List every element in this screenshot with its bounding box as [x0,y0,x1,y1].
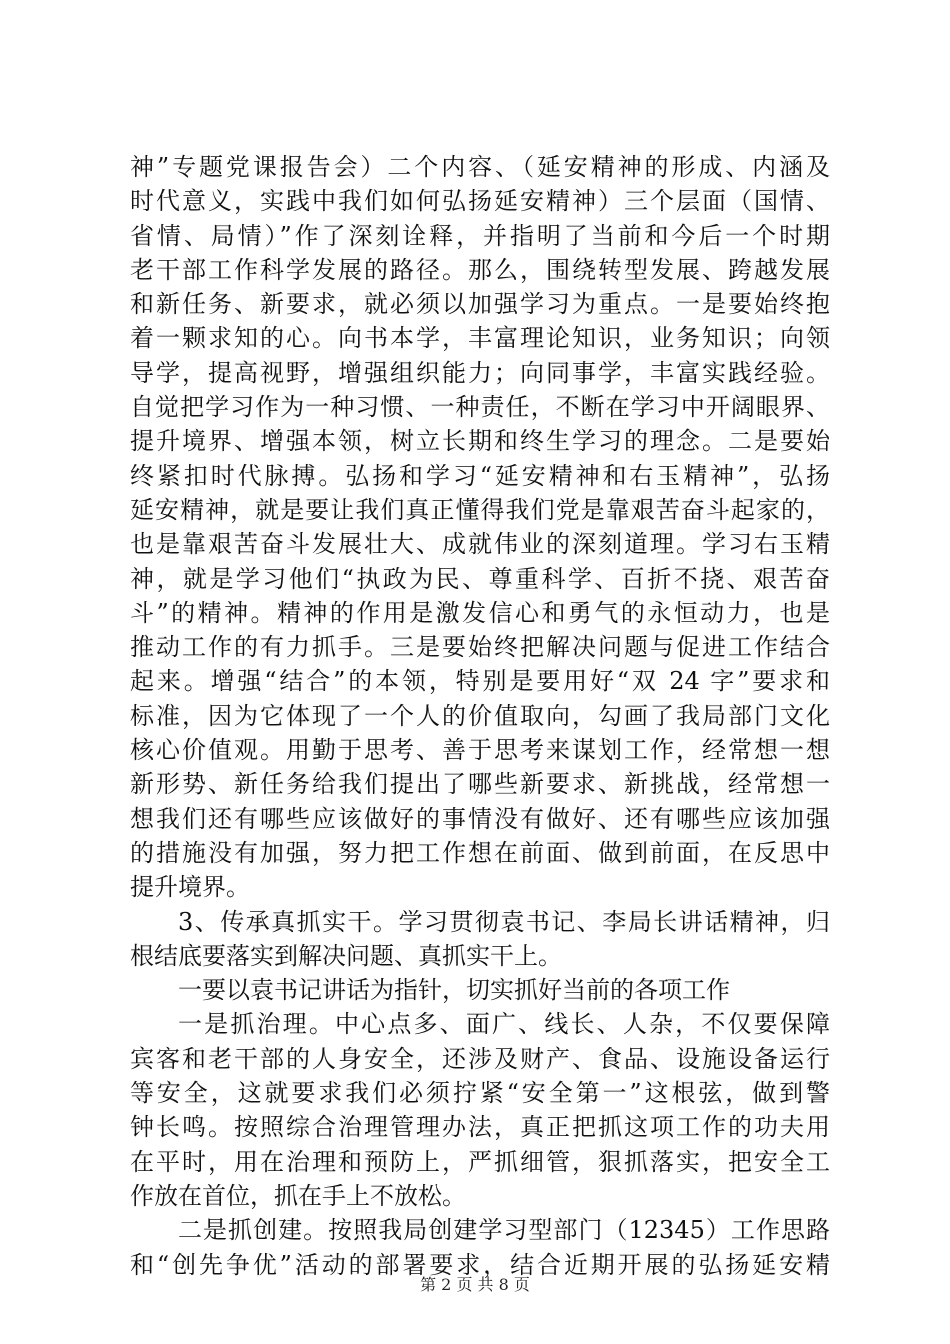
text-line: 提升境界。 [130,873,250,902]
text-line: 一是抓治理。中心点多、面广、线长、人杂，不仅要保障 [178,1010,830,1039]
text-line: 推动工作的有力抓手。三是要始终把解决问题与促进工作结合 [130,633,830,662]
text-line: 在平时，用在治理和预防上，严抓细管，狠抓落实，把安全工 [130,1147,830,1176]
text-line: 斗”的精神。精神的作用是激发信心和勇气的永恒动力，也是 [130,598,830,627]
text-line: 核心价值观。用勤于思考、善于思考来谋划工作，经常想一想 [130,736,830,765]
text-line: 导学，提高视野，增强组织能力；向同事学，丰富实践经验。 [130,358,830,387]
text-line: 一要以袁书记讲话为指针，切实抓好当前的各项工作 [178,976,730,1005]
text-line: 等安全，这就要求我们必须拧紧“安全第一”这根弦，做到警 [130,1079,830,1108]
text-line: 自觉把学习作为一种习惯、一种责任，不断在学习中开阔眼界、 [130,393,830,422]
text-line: 和新任务、新要求，就必须以加强学习为重点。一是要始终抱 [130,290,830,319]
text-line: 神，就是学习他们“执政为民、尊重科学、百折不挠、艰苦奋 [130,564,830,593]
text-line: 二是抓创建。按照我局创建学习型部门（12345）工作思路 [178,1216,830,1245]
text-line: 的措施没有加强，努力把工作想在前面、做到前面，在反思中 [130,838,830,867]
text-line: 时代意义，实践中我们如何弘扬延安精神）三个层面（国情、 [130,187,830,216]
text-line: 终紧扣时代脉搏。弘扬和学习“延安精神和右玉精神”，弘扬 [130,461,830,490]
text-line: 和“创先争优”活动的部署要求，结合近期开展的弘扬延安精 [130,1250,830,1279]
text-line: 老干部工作科学发展的路径。那么，围绕转型发展、跨越发展 [130,255,830,284]
text-line: 神”专题党课报告会）二个内容、（延安精神的形成、内涵及 [130,153,830,181]
document-body [130,150,830,1282]
text-line: 起来。增强“结合”的本领，特别是要用好“双 24 字”要求和 [130,667,830,696]
text-line: 钟长鸣。按照综合治理管理办法，真正把抓这项工作的功夫用 [130,1113,830,1142]
text-line: 想我们还有哪些应该做好的事情没有做好、还有哪些应该加强 [130,804,830,833]
text-line: 提升境界、增强本领，树立长期和终生学习的理念。二是要始 [130,427,830,456]
text-line: 标准，因为它体现了一个人的价值取向，勾画了我局部门文化 [130,701,830,730]
text-line: 省情、局情）”作了深刻诠释，并指明了当前和今后一个时期 [130,221,830,250]
text-line: 也是靠艰苦奋斗发展壮大、成就伟业的深刻道理。学习右玉精 [130,530,830,559]
text-line: 宾客和老干部的人身安全，还涉及财产、食品、设施设备运行 [130,1044,830,1073]
text-line: 3、传承真抓实干。学习贯彻袁书记、李局长讲话精神，归 [178,907,830,936]
text-line: 根结底要落实到解决问题、真抓实干上。 [130,941,562,970]
page-number-footer: 第 2 页 共 8 页 [420,1275,530,1294]
text-line: 作放在首位，抓在手上不放松。 [130,1181,466,1210]
text-line: 延安精神，就是要让我们真正懂得我们党是靠艰苦奋斗起家的， [130,495,830,524]
text-line: 着一颗求知的心。向书本学，丰富理论知识，业务知识；向领 [130,324,830,353]
text-line: 新形势、新任务给我们提出了哪些新要求、新挑战，经常想一 [130,770,830,799]
